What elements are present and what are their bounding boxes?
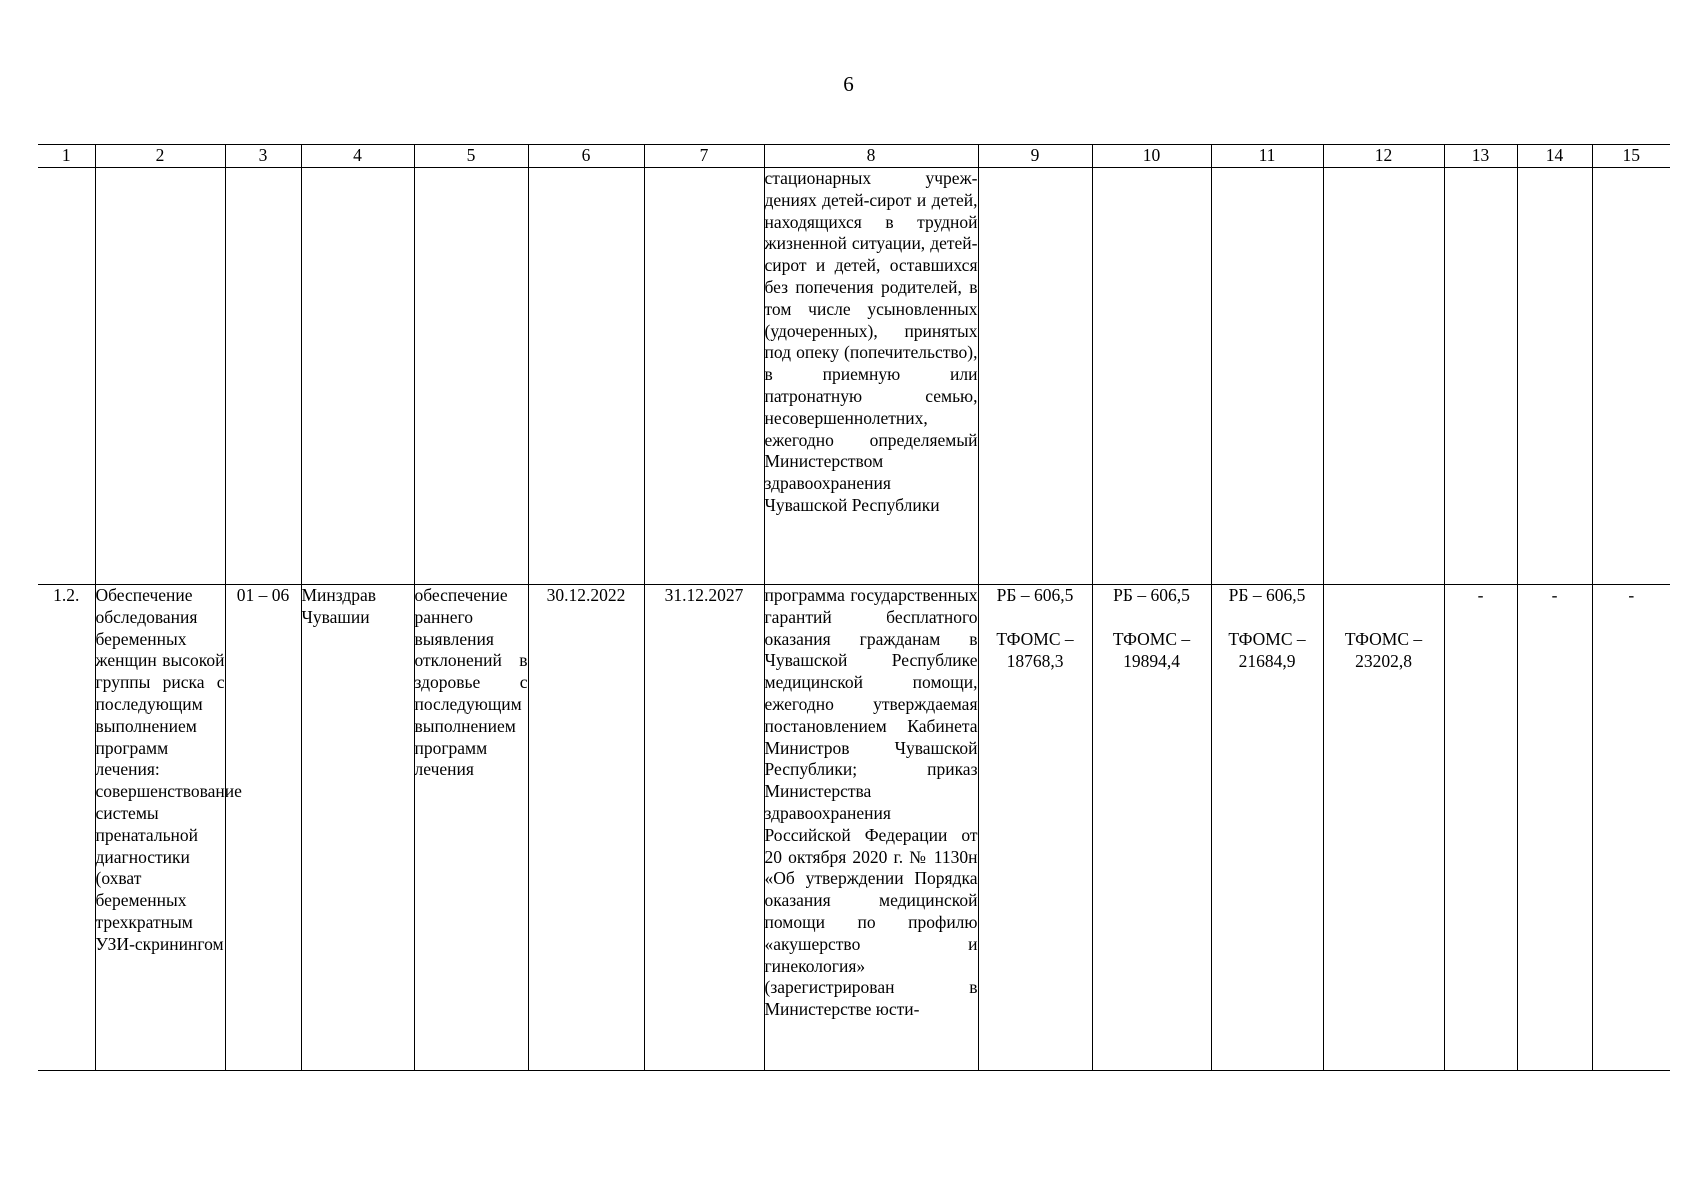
tfoms-amount: 19894,4	[1123, 650, 1180, 671]
tfoms-amount: 23202,8	[1355, 650, 1412, 671]
tfoms-label: ТФОМС –	[996, 628, 1074, 649]
tfoms-amount: 18768,3	[1006, 650, 1064, 671]
funding-cell-13: -	[1444, 585, 1517, 1071]
column-header: 5	[414, 145, 528, 168]
start-date-cell: 30.12.2022	[528, 585, 644, 1071]
page-number: 6	[843, 72, 854, 96]
funding-cell-12	[1323, 585, 1444, 1071]
continuation-row	[38, 168, 1670, 585]
column-header: 15	[1592, 145, 1670, 168]
column-header: 13	[1444, 145, 1517, 168]
tfoms-label: ТФОМС –	[1112, 628, 1191, 649]
table-cell	[38, 168, 95, 585]
funding-cell-10	[1092, 585, 1211, 1071]
table-cell	[225, 168, 301, 585]
basis-continuation-cell: стационарных учреж-дениях детей-сирот и детей, находящихся в трудной жизненной ситуации, детей-сирот и детей, оставшихся без попечения родителей, в том числе усыновленных (удочеренных), принятых под опеку (попечительство), в приемную или патронатную семью, несовершеннолетних, ежегодно определяемый Министерством здравоохранения Чувашской Республики	[764, 168, 978, 585]
table-row	[38, 585, 1670, 1071]
basis-cell: программа государственных гарантий бесплатного оказания гражданам в Чувашской Республике медицинской помощи, ежегодно утверждаемая постановлением Кабинета Министров Чувашской Республики; приказ Министерства здравоохранения Российской Федерации от 20 октября 2020 г. № 1130н «Об утверждении Порядка оказания медицинской помощи по профилю «акушерство и гинекология» (зарегистрирован в Министерстве юсти-	[764, 585, 978, 1071]
column-header: 10	[1092, 145, 1211, 168]
column-header: 4	[301, 145, 414, 168]
rb-amount: РБ – 606,5	[1113, 585, 1190, 605]
funding-cell-9	[978, 585, 1092, 1071]
row-number-cell: 1.2.	[38, 585, 95, 1071]
end-date-cell: 31.12.2027	[644, 585, 764, 1071]
code-cell: 01 – 06	[225, 585, 301, 1071]
funding-cell-14: -	[1517, 585, 1592, 1071]
column-header: 9	[978, 145, 1092, 168]
result-cell: обеспечение раннего выявления отклонений в здоровье с последующим выполнением программ лечения	[414, 585, 528, 1071]
rb-amount: РБ – 606,5	[1228, 585, 1306, 605]
table-cell	[528, 168, 644, 585]
table-cell	[414, 168, 528, 585]
tfoms-amount: 21684,9	[1238, 650, 1296, 671]
column-header: 3	[225, 145, 301, 168]
table-cell	[1517, 168, 1592, 585]
tfoms-label: ТФОМС –	[1344, 629, 1423, 649]
table-cell	[978, 168, 1092, 585]
funding-cell-11	[1211, 585, 1323, 1071]
column-header: 7	[644, 145, 764, 168]
table-cell	[1211, 168, 1323, 585]
tfoms-label: ТФОМС –	[1228, 628, 1306, 649]
table-cell	[1092, 168, 1211, 585]
column-number-row	[38, 145, 1670, 168]
table-cell	[1323, 168, 1444, 585]
column-header: 14	[1517, 145, 1592, 168]
column-header: 8	[764, 145, 978, 168]
measure-name-cell: Обеспечение обследования беременных женщин высокой группы риска с последующим выполнением программ лечения: совершенствование системы пренатальной диагностики (охват беременных трехкратным УЗИ-скринингом	[95, 585, 225, 1071]
table-cell	[1444, 168, 1517, 585]
column-header: 12	[1323, 145, 1444, 168]
table-cell	[1592, 168, 1670, 585]
table-cell	[95, 168, 225, 585]
rb-amount: РБ – 606,5	[996, 585, 1074, 605]
column-header: 2	[95, 145, 225, 168]
funding-cell-15: -	[1592, 585, 1670, 1071]
column-header: 1	[38, 145, 95, 168]
executor-cell: Минздрав Чувашии	[301, 585, 414, 1071]
column-header: 11	[1211, 145, 1323, 168]
table-cell	[644, 168, 764, 585]
column-header: 6	[528, 145, 644, 168]
program-table	[38, 144, 1670, 1071]
table-cell	[301, 168, 414, 585]
